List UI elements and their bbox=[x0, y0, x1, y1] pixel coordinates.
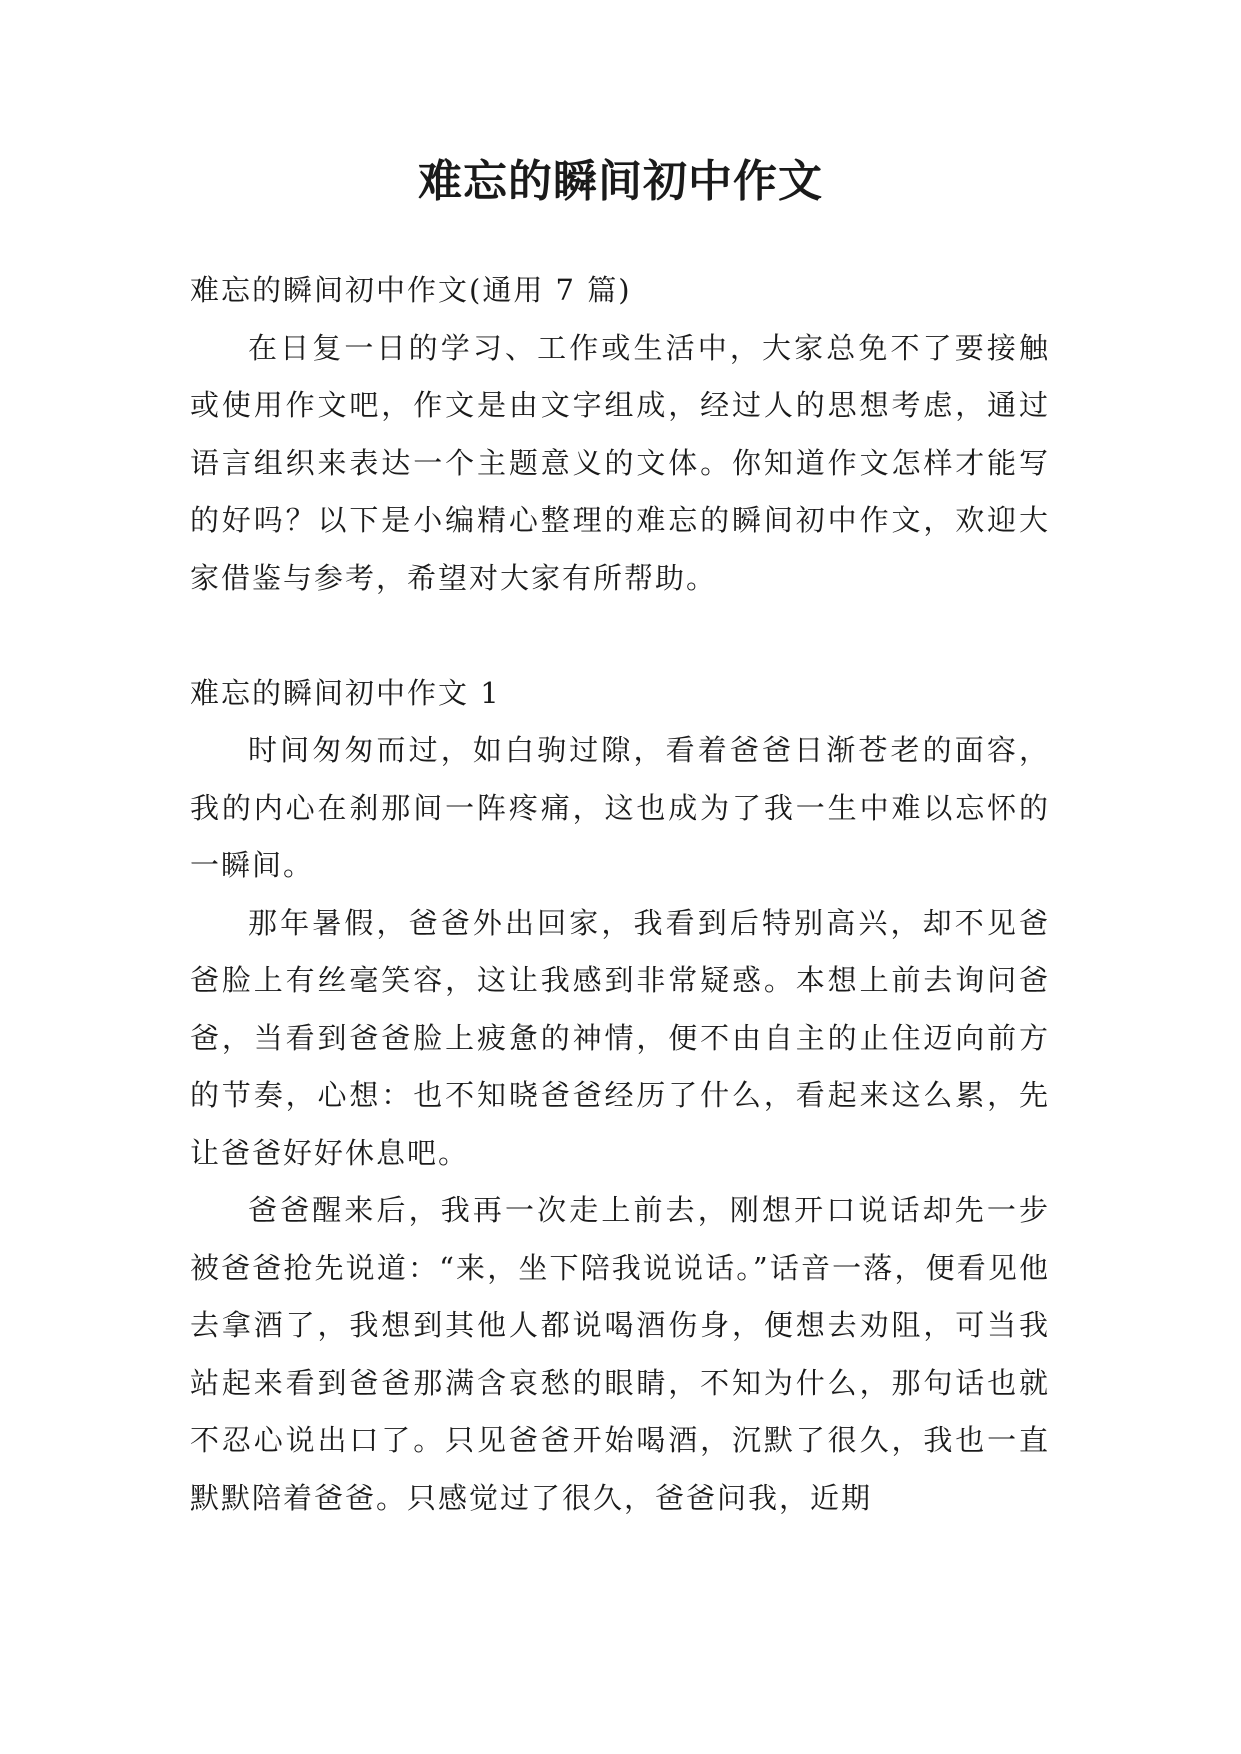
essay-paragraph: 爸爸醒来后，我再一次走上前去，刚想开口说话却先一步被爸爸抢先说道：“来，坐下陪我说说话。”话音一落，便看见他去拿酒了，我想到其他人都说喝酒伤身，便想去劝阻，可当我站起来看到爸爸那满含哀愁的眼睛，不知为什么，那句话也就不忍心说出口了。只见爸爸开始喝酒，沉默了很久，我也一直默默陪着爸爸。只感觉过了很久，爸爸问我，近期 bbox=[190, 1193, 1050, 1515]
collection-subtitle: 难忘的瞬间初中作文(通用 7 篇) bbox=[190, 273, 632, 307]
essay-paragraph: 时间匆匆而过，如白驹过隙，看着爸爸日渐苍老的面容，我的内心在刹那间一阵疼痛，这也成为了我一生中难以忘怀的一瞬间。 bbox=[190, 733, 1050, 882]
essay-paragraph: 那年暑假，爸爸外出回家，我看到后特别高兴，却不见爸爸脸上有丝毫笑容，这让我感到非常疑惑。本想上前去询问爸爸，当看到爸爸脸上疲惫的神情，便不由自主的止住迈向前方的节奏，心想：也不知晓爸爸经历了什么，看起来这么累，先让爸爸好好休息吧。 bbox=[190, 905, 1050, 1170]
intro-paragraph: 在日复一日的学习、工作或生活中，大家总免不了要接触或使用作文吧，作文是由文字组成，经过人的思想考虑，通过语言组织来表达一个主题意义的文体。你知道作文怎样才能写的好吗？以下是小编精心整理的难忘的瞬间初中作文，欢迎大家借鉴与参考，希望对大家有所帮助。 bbox=[190, 330, 1050, 595]
document-title: 难忘的瞬间初中作文 bbox=[418, 156, 823, 207]
document-body bbox=[190, 262, 1050, 1527]
section-spacer bbox=[190, 607, 1050, 665]
essay-heading: 难忘的瞬间初中作文 1 bbox=[190, 675, 501, 710]
